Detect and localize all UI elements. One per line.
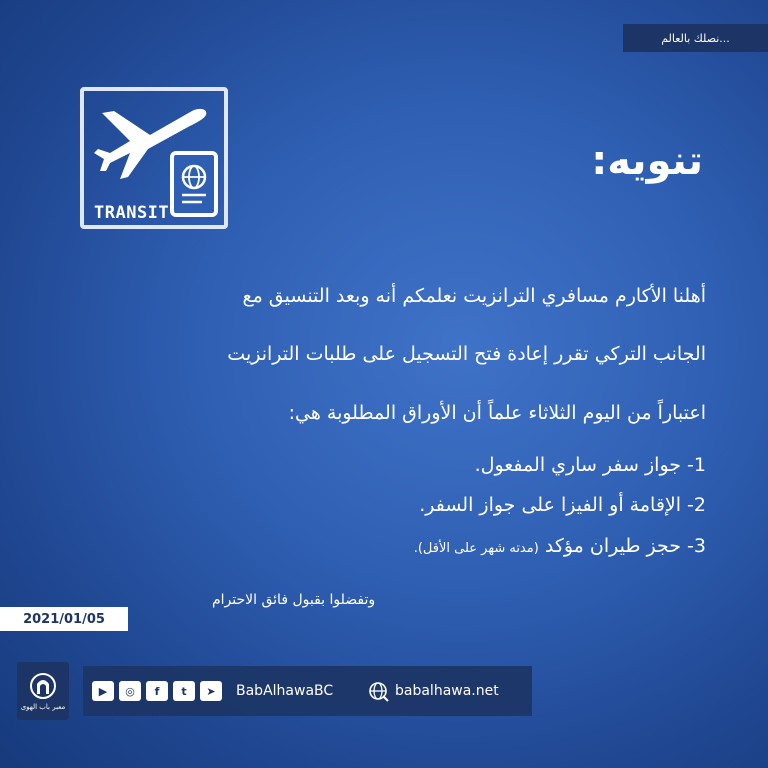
list-item-3-note: (مدته شهر على الأقل). — [413, 541, 539, 556]
gate-logo-icon — [29, 672, 57, 700]
website-link[interactable]: babalhawa.net — [395, 683, 499, 699]
globe-icon — [367, 680, 389, 702]
list-item-3-text: 3- حجز طيران مؤكد — [544, 535, 706, 557]
list-item-1: 1- جواز سفر ساري المفعول. — [474, 454, 706, 476]
transit-icon — [80, 87, 228, 229]
tagline: نصلك بالعالم... — [661, 31, 730, 45]
transit-label: TRANSIT — [94, 203, 170, 223]
closing-text: وتفضلوا بقبول فائق الاحترام — [212, 592, 376, 608]
twitter-icon[interactable]: t — [173, 681, 195, 701]
telegram-icon[interactable]: ➤ — [200, 681, 222, 701]
instagram-icon[interactable]: ◎ — [119, 681, 141, 701]
date-badge — [0, 607, 128, 631]
date: 2021/01/05 — [23, 611, 105, 627]
body-line-1: أهلنا الأكارم مسافري الترانزيت نعلمكم أنه وبعد التنسيق مع — [242, 285, 706, 307]
list-item-3 — [414, 535, 706, 557]
social-handle[interactable]: BabAlhawaBC — [236, 683, 334, 699]
list-item-2: 2- الإقامة أو الفيزا على جواز السفر. — [419, 494, 706, 516]
social-icons — [92, 681, 222, 701]
logo — [17, 662, 69, 720]
youtube-icon[interactable]: ▶ — [92, 681, 114, 701]
page-title: تنويه: — [591, 138, 703, 184]
logo-text: معبر باب الهوى — [20, 702, 66, 711]
tagline-badge — [623, 24, 768, 52]
body-line-2: الجانب التركي تقرر إعادة فتح التسجيل على طلبات الترانزيت — [227, 343, 706, 365]
body-line-3: اعتباراً من اليوم الثلاثاء علماً أن الأوراق المطلوبة هي: — [288, 402, 706, 424]
facebook-icon[interactable]: f — [146, 681, 168, 701]
